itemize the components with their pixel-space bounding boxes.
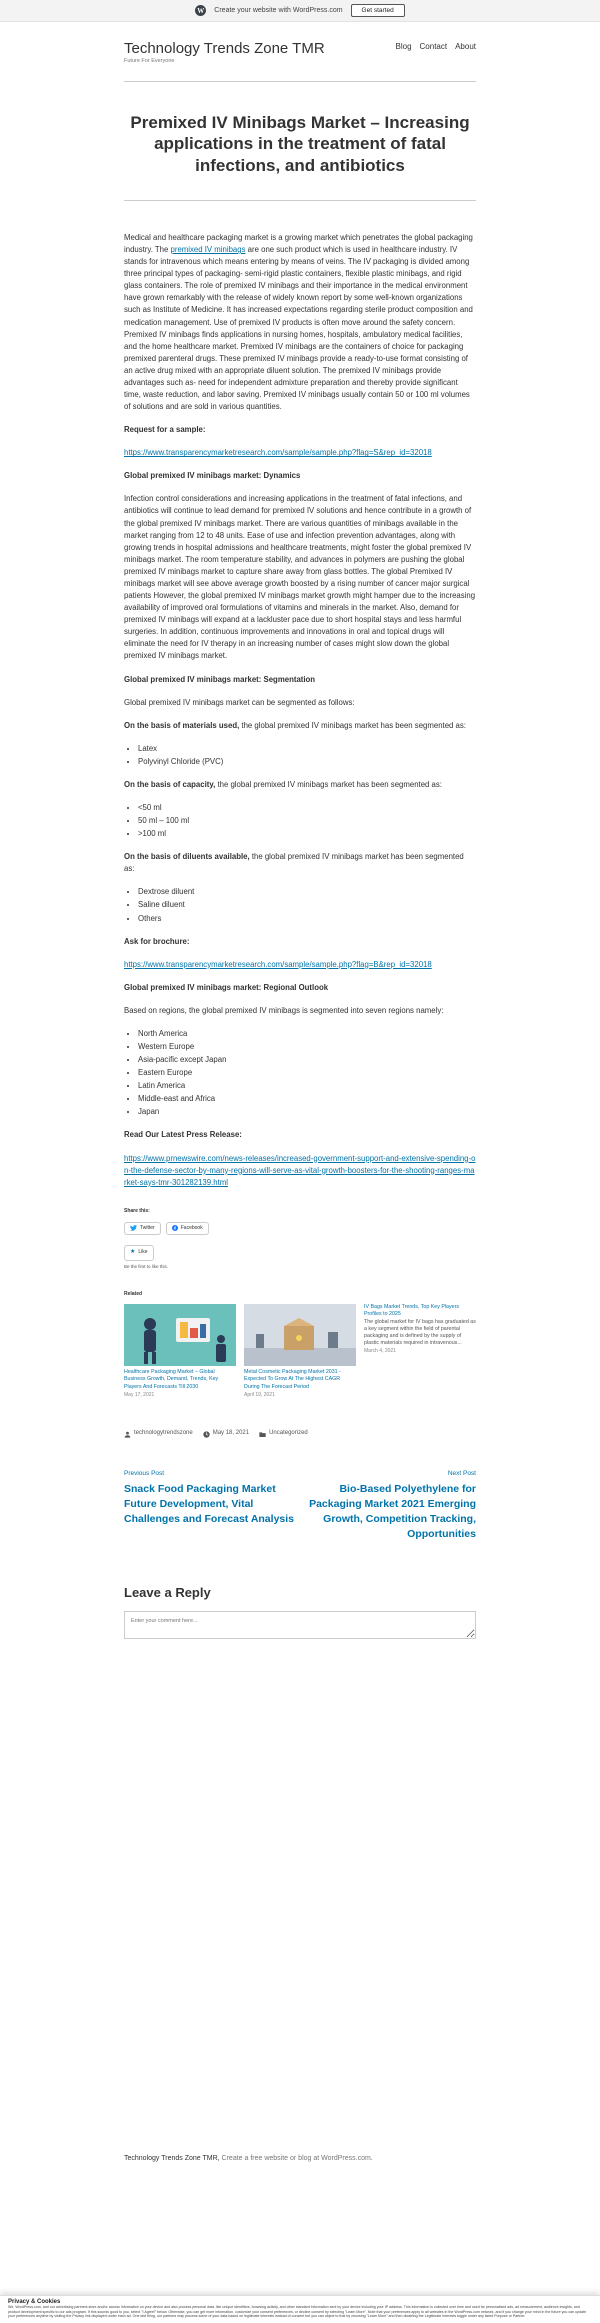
segmentation-heading: Global premixed IV minibags market: Segmentation xyxy=(124,674,316,684)
next-post-label: Next Post xyxy=(447,1469,476,1477)
press-release-link[interactable]: https://www.prnewswire.com/news-releases/increased-government-support-and-extensive-spending-on-the-defense-sector-by-many-regions-will-serve-as-vital-growth-boosters-for-the-shooting-ranges-market-says-tmr-301282139.html xyxy=(124,1153,476,1187)
leave-reply-heading: Leave a Reply xyxy=(124,1584,211,1600)
list-item: • Western Europe xyxy=(138,1041,476,1053)
share-label: Share this: xyxy=(124,1207,150,1214)
related-thumbnail[interactable] xyxy=(244,1304,356,1366)
cookie-title: Privacy & Cookies xyxy=(8,2299,61,2305)
premixed-iv-minibags-link[interactable]: premixed IV minibags xyxy=(170,245,246,255)
related-post[interactable] xyxy=(364,1304,476,1399)
user-icon xyxy=(124,1431,131,1438)
main-nav xyxy=(396,42,477,51)
header-divider xyxy=(124,81,476,82)
list-item: • Eastern Europe xyxy=(138,1067,476,1079)
facebook-icon xyxy=(172,1225,178,1231)
previous-post-title[interactable]: Snack Food Packaging Market Future Development, Vital Challenges and Forecast Analysis xyxy=(124,1482,295,1526)
site-tagline: Future For Everyone xyxy=(124,58,175,64)
like-note: Be the first to like this. xyxy=(124,1263,169,1269)
clock-icon xyxy=(203,1431,210,1438)
capacity-paragraph: On the basis of capacity, the global premixed IV minibags market has been segmented as: xyxy=(124,779,442,789)
related-label: Related xyxy=(124,1290,143,1297)
comment-input[interactable] xyxy=(124,1611,476,1639)
nav-about[interactable]: About xyxy=(455,42,476,51)
next-post-link[interactable] xyxy=(306,1469,476,1543)
capacity-list xyxy=(138,802,476,840)
footer-wordpress-link[interactable]: Create a free website or blog at WordPress.com. xyxy=(219,2155,373,2162)
list-item: • Polyvinyl Chloride (PVC) xyxy=(138,756,476,768)
related-title[interactable]: IV Bags Market Trends, Top Key Players Profiles to 2025 xyxy=(364,1304,459,1318)
list-item: • Dextrose diluent xyxy=(138,886,476,898)
folder-icon xyxy=(259,1431,266,1438)
get-started-button[interactable]: Get started xyxy=(351,4,405,17)
like-button[interactable]: ★ Like xyxy=(124,1245,154,1260)
list-item: • North America xyxy=(138,1028,476,1040)
related-date: May 17, 2021 xyxy=(124,1391,155,1398)
post-navigation xyxy=(124,1469,476,1543)
promo-text[interactable]: Create your website with WordPress.com xyxy=(214,7,343,14)
materials-paragraph: On the basis of materials used, the global premixed IV minibags market has been segmented as: xyxy=(124,720,466,730)
brochure-heading: Ask for brochure: xyxy=(124,936,190,946)
post-content xyxy=(124,232,476,1643)
regions-list xyxy=(138,1028,476,1119)
related-posts xyxy=(124,1304,476,1399)
star-icon: ★ xyxy=(130,1249,136,1256)
share-twitter-button[interactable]: Twitter xyxy=(124,1222,161,1236)
meta-category[interactable]: Uncategorized xyxy=(259,1429,308,1438)
next-post-title[interactable]: Bio-Based Polyethylene for Packaging Market 2021 Emerging Growth, Competition Tracking, Opportunities xyxy=(309,1482,476,1541)
list-item: • Latin America xyxy=(138,1080,476,1092)
metal-packaging-illustration-icon xyxy=(244,1304,356,1366)
share-facebook-button[interactable]: Facebook xyxy=(166,1222,209,1236)
brochure-link[interactable]: https://www.transparencymarketresearch.com/sample/sample.php?flag=B&rep_id=32018 xyxy=(124,959,432,969)
list-item: • 50 ml – 100 ml xyxy=(138,815,476,827)
wordpress-promo-bar xyxy=(0,0,600,22)
related-excerpt: The global market for IV bags has graduated as a key segment within the field of parental packaging and is defined by the supply of plastic materials required in intravenous... xyxy=(364,1318,476,1346)
sample-link[interactable]: https://www.transparencymarketresearch.com/sample/sample.php?flag=S&rep_id=32018 xyxy=(124,448,432,458)
twitter-icon xyxy=(130,1225,137,1231)
list-item: • Japan xyxy=(138,1106,476,1118)
nav-contact[interactable]: Contact xyxy=(419,42,448,51)
footer-site-link[interactable]: Technology Trends Zone TMR, xyxy=(124,2155,220,2162)
related-title[interactable]: Healthcare Packaging Market – Global Business Growth, Demand, Trends, Key Players And Forecasts Till 2030 xyxy=(124,1369,219,1390)
healthcare-illustration-icon xyxy=(124,1304,236,1366)
title-divider xyxy=(124,200,476,201)
site-title[interactable]: Technology Trends Zone TMR xyxy=(124,40,325,57)
list-item: • Others xyxy=(138,913,476,925)
segmentation-intro: Global premixed IV minibags market can be segmented as follows: xyxy=(124,697,355,707)
related-date: April 19, 2021 xyxy=(244,1391,275,1398)
sample-heading: Request for a sample: xyxy=(124,425,206,435)
related-thumbnail[interactable] xyxy=(124,1304,236,1366)
diluents-list xyxy=(138,886,476,924)
list-item: • <50 ml xyxy=(138,802,476,814)
related-date: March 4, 2021 xyxy=(364,1348,396,1355)
list-item: • Middle-east and Africa xyxy=(138,1093,476,1105)
cookie-text: We, WordPress.com, and our advertising partners store and/or access information on your device and also process personal data, like unique identifiers, browsing activity, and other standard information sent by your device including your IP address. This information is collected over time and used for personalised ads, ad measurement, audience insights, and product development specific to our ads program. If this sounds good to you, select "I Agree!" below. Otherwise, you can get more information, customize your consent preferences, or decline consent by selecting "Learn More". Note that your preferences apply to all websites in the WordPress.com network, and if you change your mind in the future you can update your preferences anytime by visiting the Privacy link displayed under each ad. One last thing, our partners may process some of your data based on legitimate interests instead of consent but you can object to that by choosing "Learn More" and then disabling the Legitimate Interests toggle under any listed Purpose or Partner. xyxy=(8,2305,587,2319)
meta-date[interactable]: May 18, 2021 xyxy=(203,1429,249,1438)
share-buttons xyxy=(124,1222,476,1236)
previous-post-label: Previous Post xyxy=(124,1469,165,1477)
press-heading: Read Our Latest Press Release: xyxy=(124,1130,242,1140)
related-title[interactable]: Metal Cosmetic Packaging Market 2031 - Expected To Grow At The Highest CAGR During The Forecast Period xyxy=(244,1369,341,1390)
cookie-banner xyxy=(0,2295,600,2323)
regional-intro: Based on regions, the global premixed IV minibags is segmented into seven regions namely: xyxy=(124,1005,444,1015)
list-item: • Latex xyxy=(138,743,476,755)
wordpress-logo-icon: W xyxy=(197,6,205,15)
previous-post-link[interactable] xyxy=(124,1469,294,1543)
materials-list xyxy=(138,743,476,768)
diluents-paragraph: On the basis of diluents available, the global premixed IV minibags market has been segmented as: xyxy=(124,852,464,874)
post-title: Premixed IV Minibags Market – Increasing applications in the treatment of fatal infections, and antibiotics xyxy=(130,113,470,175)
post-meta xyxy=(124,1429,476,1438)
list-item: • Asia-pacific except Japan xyxy=(138,1054,476,1066)
list-item: • Saline diluent xyxy=(138,899,476,911)
list-item: • >100 ml xyxy=(138,828,476,840)
related-post[interactable] xyxy=(124,1304,236,1399)
related-post[interactable] xyxy=(244,1304,356,1399)
dynamics-heading: Global premixed IV minibags market: Dynamics xyxy=(124,471,301,481)
nav-blog[interactable]: Blog xyxy=(395,42,412,51)
meta-author[interactable]: technologytrendszone xyxy=(124,1429,193,1438)
intro-paragraph: Medical and healthcare packaging market is a growing market which penetrates the global packaging industry. The premixed IV minibags are one such product which is used in healthcare industry. IV stands for intravenous which means entering by means of veins. The IV packaging is divided among three principal types of packaging- semi-rigid plastic containers, flexible plastic minibags, and rigid glass containers. The role of premixed IV minibags and their importance in the medical environment have grown remarkably with the release of widely known report by some well-known organizations such as Institute of Medicine. It has increased expectations regarding sterile product composition and medication management. Use of premixed IV products is often move around the safety concern. Premixed IV minibags finds applications in nursing homes, hospitals, ambulatory medical facilities, and the home healthcare market. Premixed IV minibags are the containers of choice for packaging premixed parenteral drugs. These premixed IV minibags provide a ready-to-use format consisting of an active drug mixed with an appropriate diluent solution. The premixed IV minibags provide advantages such as- need for independent admixture preparation and thereby provide significant time, waste reduction, and labor saving. Premixed IV minibags usually contain 50 or 100 ml volumes of solutions and are sold in various quantities. xyxy=(124,233,473,412)
regional-heading: Global premixed IV minibags market: Regional Outlook xyxy=(124,982,329,992)
site-footer xyxy=(124,2155,373,2162)
dynamics-paragraph: Infection control considerations and increasing applications in the treatment of fatal infections, and antibiotics will continue to lead demand for premixed IV solutions and hence contribute in a growth of the global premixed IV minibags market. There are various quantities of minibags available in the market ranging from 12 to 48 units. Ease of use and infection prevention advantages, along with growing trends in hospital admissions and healthcare treatments, might foster the global premixed IV minibags market. The room temperature stability, and advances in polymers are pushing the global premixed IV minibags market to capture share away from glass bottles. The global Premixed IV minibags market will see above average growth boosted by a rising number of cancer major surgical patients However, the global premixed IV minibags market growth might hamper due to the increasing availability of improved oral formulations of vitamins and minerals in the market. Also, demand for premixed IV minibags will expand at a lackluster pace due to short hospital stays and less harmful surgeries. In addition, continuous improvements and innovations in oral and topical drugs will eliminate the need for IV therapy in an increasing number of cases might slow down the global premixed IV minibags market. xyxy=(124,494,476,661)
